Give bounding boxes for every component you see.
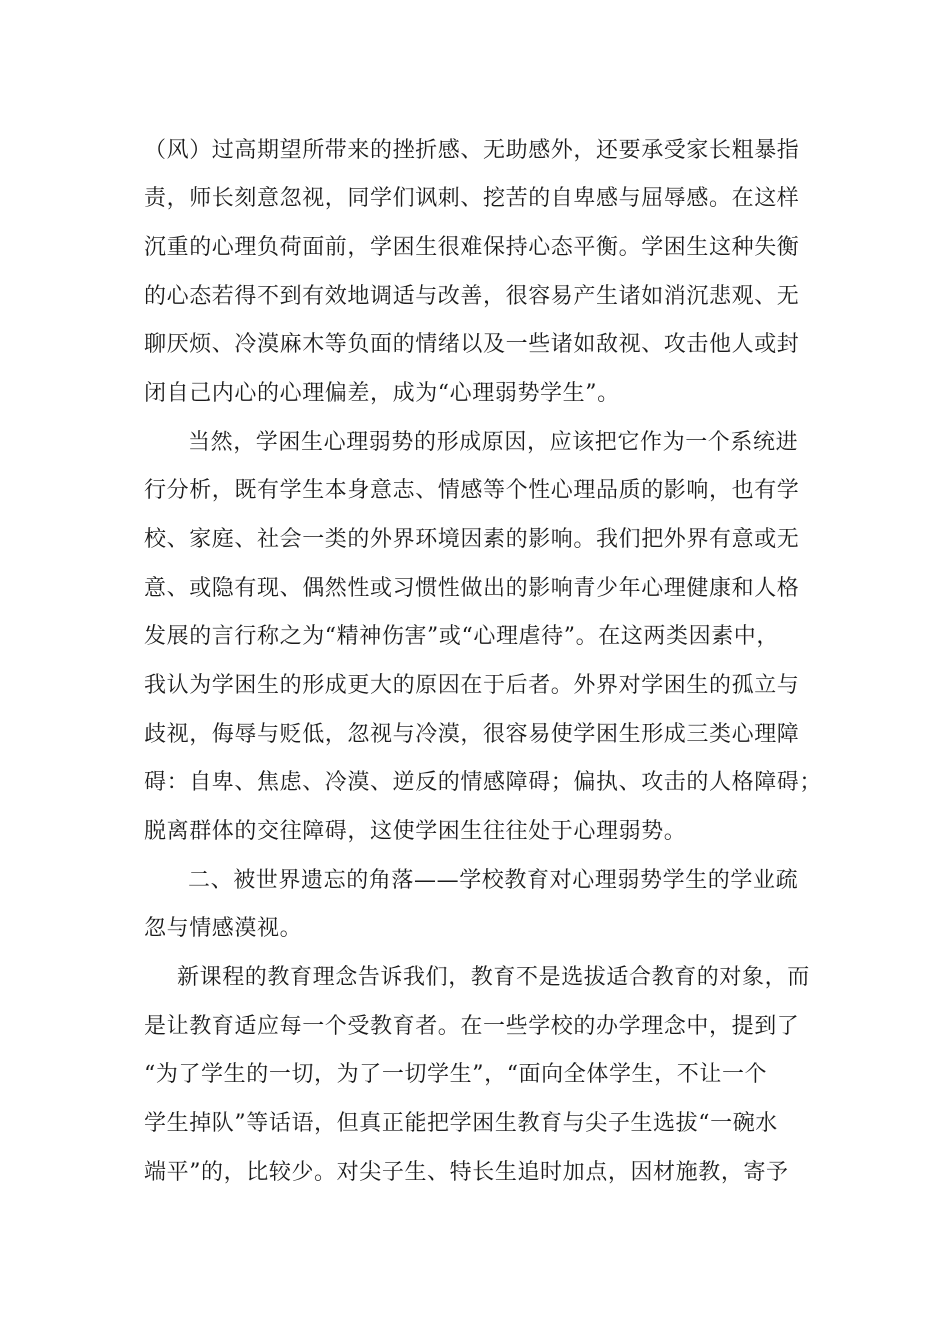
text-line-18: 新课程的教育理念告诉我们，教育不是选拔适合教育的对象，而: [177, 965, 810, 990]
text-line-15: 脱离群体的交往障碍，这使学困生往往处于心理弱势。: [144, 819, 687, 844]
text-line-8: 行分析，既有学生本身意志、情感等个性心理品质的影响，也有学: [144, 478, 800, 503]
text-line-3: 沉重的心理负荷面前，学困生很难保持心态平衡。学困生这种失衡: [144, 235, 800, 260]
text-line-13: 歧视，侮辱与贬低，忽视与冷漠，很容易使学困生形成三类心理障: [144, 722, 800, 747]
text-line-1: （风）过高期望所带来的挫折感、无助感外，还要承受家长粗暴指: [144, 138, 800, 163]
text-line-14: 碍：自卑、焦虑、冷漠、逆反的情感障碍；偏执、攻击的人格障碍；: [144, 770, 823, 795]
text-line-9: 校、家庭、社会一类的外界环境因素的影响。我们把外界有意或无: [144, 527, 800, 552]
text-line-19: 是让教育适应每一个受教育者。在一些学校的办学理念中，提到了: [144, 1014, 800, 1039]
text-line-21: 学生掉队”等话语，但真正能把学困生教育与尖子生选拔“一碗水: [144, 1111, 778, 1136]
text-line-7: 当然，学困生心理弱势的形成原因，应该把它作为一个系统进: [188, 430, 799, 455]
section-heading-line-2: 忽与情感漠视。: [144, 916, 303, 941]
text-line-6: 闭自己内心的心理偏差，成为“心理弱势学生”。: [144, 381, 620, 406]
text-line-20: “为了学生的一切，为了一切学生”，“面向全体学生，不让一个: [144, 1062, 768, 1087]
text-line-4: 的心态若得不到有效地调适与改善，很容易产生诸如消沉悲观、无: [144, 284, 800, 309]
text-line-11: 发展的言行称之为“精神伤害”或“心理虐待”。在这两类因素中，: [144, 624, 779, 649]
section-heading-line-1: 二、被世界遗忘的角落——学校教育对心理弱势学生的学业疏: [188, 868, 799, 893]
text-line-12: 我认为学困生的形成更大的原因在于后者。外界对学困生的孤立与: [144, 673, 800, 698]
text-line-5: 聊厌烦、冷漠麻木等负面的情绪以及一些诸如敌视、攻击他人或封: [144, 332, 800, 357]
text-line-2: 责，师长刻意忽视，同学们讽刺、挖苦的自卑感与屈辱感。在这样: [144, 186, 800, 211]
text-line-10: 意、或隐有现、偶然性或习惯性做出的影响青少年心理健康和人格: [144, 576, 800, 601]
text-line-22: 端平”的，比较少。对尖子生、特长生追时加点，因材施教，寄予: [144, 1160, 789, 1185]
